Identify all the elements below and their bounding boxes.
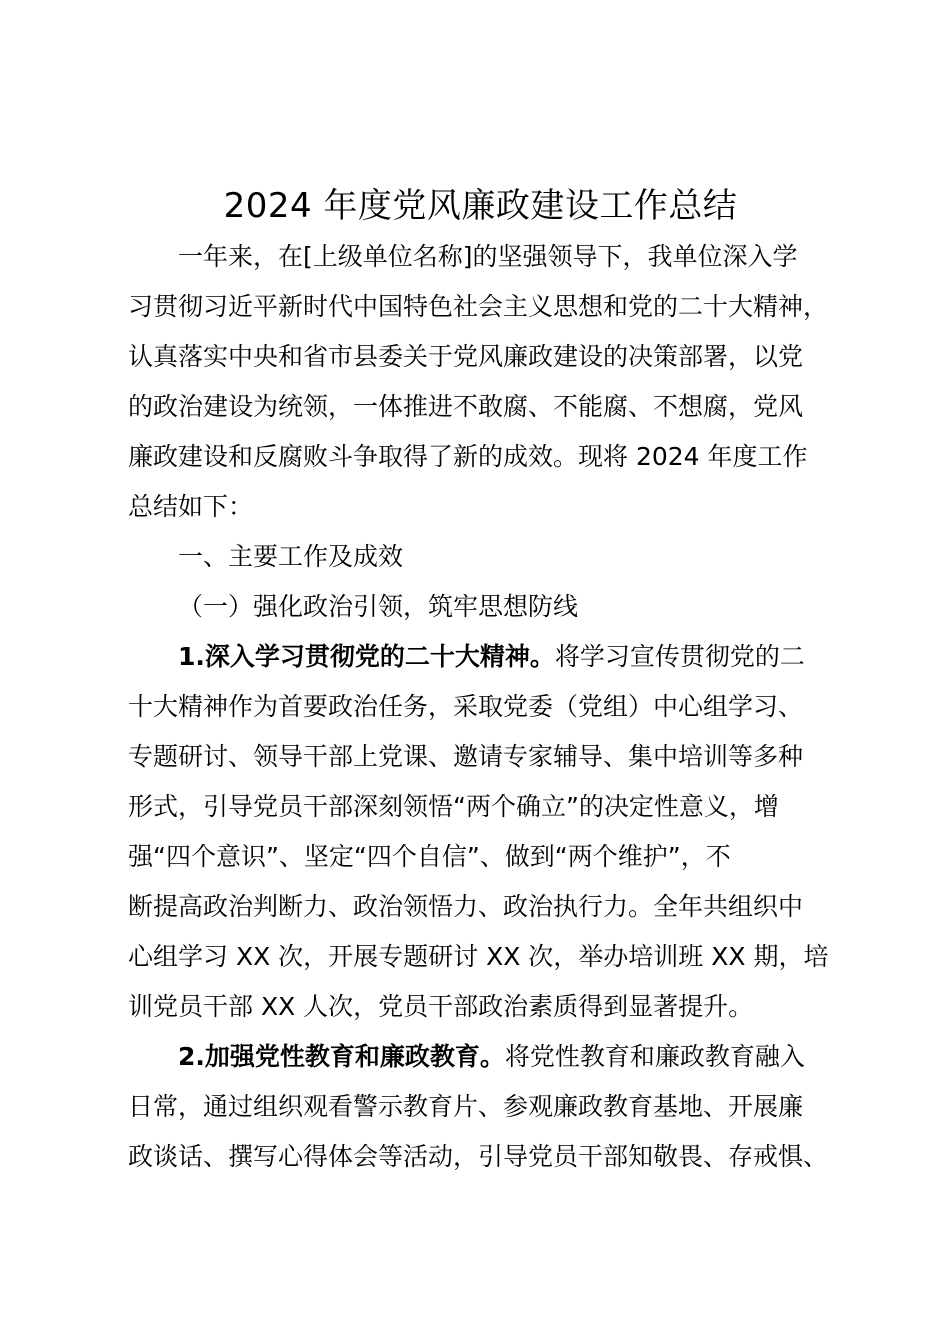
intro-line: 一年来，在[上级单位名称]的坚强领导下，我单位深入学 <box>178 242 798 271</box>
document-title: 2024 年度党风廉政建设工作总结 <box>223 186 738 226</box>
item-2-line: 日常，通过组织观看警示教育片、参观廉政教育基地、开展廉 <box>128 1092 804 1121</box>
item-1-first-line <box>128 632 833 682</box>
item-2-first-line <box>128 1032 833 1082</box>
item-1-bold-lead: 1.深入学习贯彻党的二十大精神。 <box>178 642 555 671</box>
item-1-first-rest: 将学习宣传贯彻党的二 <box>554 642 805 671</box>
document-page <box>128 182 833 1182</box>
item-2-bold-lead: 2.加强党性教育和廉政教育。 <box>178 1042 505 1071</box>
item-1-line: 形式，引导党员干部深刻领悟“两个确立”的决定性意义，增 <box>128 792 779 821</box>
intro-line: 总结如下： <box>128 492 254 521</box>
item-1-paragraph <box>128 632 833 1032</box>
item-1-line: 断提高政治判断力、政治领悟力、政治执行力。全年共组织中 <box>128 892 804 921</box>
section-heading: 一、主要工作及成效 <box>178 542 404 571</box>
item-1-line: 心组学习 XX 次，开展专题研讨 XX 次，举办培训班 XX 期，培 <box>128 942 829 971</box>
intro-line: 廉政建设和反腐败斗争取得了新的成效。现将 2024 年度工作 <box>128 442 808 471</box>
item-1-line: 专题研讨、领导干部上党课、邀请专家辅导、集中培训等多种 <box>128 742 804 771</box>
item-1-line: 训党员干部 XX 人次，党员干部政治素质得到显著提升。 <box>128 992 754 1021</box>
intro-line: 认真落实中央和省市县委关于党风廉政建设的决策部署，以党 <box>128 342 804 371</box>
item-2-paragraph <box>128 1032 833 1182</box>
item-1-line: 十大精神作为首要政治任务，采取党委（党组）中心组学习、 <box>128 692 804 721</box>
subsection-heading: （一）强化政治引领，筑牢思想防线 <box>178 592 579 621</box>
item-2-line: 政谈话、撰写心得体会等活动，引导党员干部知敬畏、存戒惧、 <box>128 1142 829 1171</box>
intro-line: 的政治建设为统领，一体推进不敢腐、不能腐、不想腐，党风 <box>128 392 804 421</box>
intro-paragraph <box>128 232 833 532</box>
item-2-first-rest: 将党性教育和廉政教育融入 <box>504 1042 805 1071</box>
intro-line: 习贯彻习近平新时代中国特色社会主义思想和党的二十大精神， <box>128 292 829 321</box>
item-1-line: 强“四个意识”、坚定“四个自信”、做到“两个维护”，不 <box>128 842 731 871</box>
